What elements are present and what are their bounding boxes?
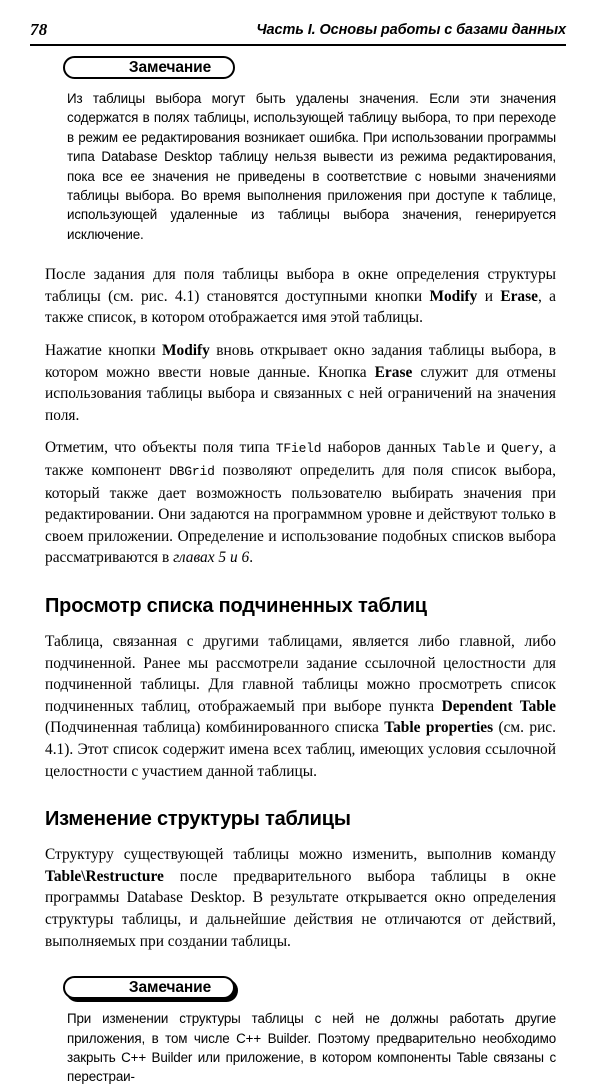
p3-text-e: позволяют определить для поля список выбора, который также дает возможность пользователю выбирать значения при редактировании. Они задаются на программном уровне и действуют только в своем приложении. Определение и использование подобных списков выбора рассматриваются в	[45, 462, 556, 567]
note-title-bottom: Замечание	[128, 979, 212, 997]
p3-text-d: , а также компонент	[45, 439, 556, 479]
note-box-top	[45, 56, 556, 244]
p1-term-modify: Modify	[429, 287, 478, 305]
page-content	[45, 56, 556, 1087]
note-bottom-code-table: Table	[456, 1049, 488, 1065]
p4-term-table-properties: Table properties	[384, 719, 494, 737]
paragraph-4	[45, 631, 556, 782]
note-title-top: Замечание	[128, 59, 212, 76]
paragraph-1	[45, 264, 556, 329]
p1-text-a: После задания для поля таблицы выбора в окне определения структуры таблицы (см. рис. 4.1) становятся доступными кнопки	[45, 266, 556, 305]
note-bottom-text-a: При изменении структуры таблицы с ней не должны работать другие приложения, в том числе C++ Builder. Поэтому предварительно необходимо закрыть C++ Builder или приложение, в котором компоненты	[67, 1011, 556, 1065]
p1-term-erase: Erase	[500, 287, 538, 305]
p3-text-f: .	[249, 549, 254, 567]
p4-text-a: Таблица, связанная с другими таблицами, является либо главной, либо подчиненной. Ранее мы рассмотрели задание ссылочной целостности для подчиненной таблицы. Для главной таблицы можно просмотреть список подчиненных таблиц, отображаемый при выборе пункта	[45, 632, 556, 715]
p3-code-dbgrid: DBGrid	[169, 464, 215, 479]
paragraph-3	[45, 437, 556, 569]
p3-code-tfield: TField	[275, 441, 322, 457]
p2-text-c: вновь открывает окно задания таблицы выбора, в котором можно ввести новые данные. Кнопка	[45, 342, 556, 381]
note-pill-wrapper-bottom	[63, 976, 556, 1002]
note-pill-wrapper	[63, 56, 556, 82]
p1-text-d: , а также список, в котором отображается имя этой таблицы.	[45, 287, 557, 327]
p4-term-dependent-table: Dependent Table	[441, 697, 556, 715]
p2-term-erase: Erase	[374, 363, 413, 381]
note-body-bottom	[67, 1009, 556, 1087]
note-body-top: Из таблицы выбора могут быть удалены значения. Если эти значения содержатся в полях таблицы, использующей таблицу выбора, то при переходе в режим ее редактирования возникает ошибка. При использовании программы типа Database Desktop таблицу нельзя вывести из режима редактирования, пока все ее значения не приведены в соответствие с новыми значениями таблицы выбора. Во время выполнения приложения при доступе к таблице, использующей удаленные из таблицы выбора значения, генерируется исключение.	[67, 91, 556, 242]
p4-text-c: (Подчиненная таблица) комбинированного списка	[45, 719, 385, 737]
p5-text-a: Структуру существующей таблицы можно изменить, выполнив команду	[45, 846, 556, 864]
p3-text-a: Отметим, что объекты поля типа	[45, 439, 276, 457]
p3-code-query: Query	[501, 441, 540, 457]
note-box-bottom	[45, 976, 556, 1087]
running-head	[30, 20, 566, 48]
section-heading-1: Просмотр списка подчиненных таблиц	[45, 594, 427, 617]
p4-text-d: (см. рис. 4.1). Этот список содержит имена всех таблиц, имеющих условия ссылочной целостности с участием данной таблицы.	[45, 719, 556, 780]
p3-code-table: Table	[442, 441, 481, 457]
p1-text-c: и	[477, 287, 501, 305]
p5-text-c: после предварительного выбора таблицы в окне программы Database Desktop. В результате открывается окно определения структуры таблицы, и дальнейшие действия не отличаются от действий, выполняемых при создании таблицы.	[45, 867, 556, 950]
page-number: 78	[30, 20, 48, 39]
section-heading-2: Изменение структуры таблицы	[45, 808, 351, 831]
p2-text-a: Нажатие кнопки	[45, 342, 162, 360]
p5-term-table-restructure: Table\Restructure	[45, 867, 164, 885]
paragraph-5	[45, 844, 556, 952]
p2-text-d: служит для отмены использования таблицы выбора и связанных с ней ограничений на значения поля.	[45, 363, 556, 424]
note-bottom-text-b: связаны с перестраи-	[67, 1049, 556, 1085]
p3-text-c: и	[480, 439, 502, 457]
p2-term-modify: Modify	[161, 342, 210, 360]
running-head-title: Часть I. Основы работы с базами данных	[256, 22, 566, 38]
paragraph-2	[45, 340, 556, 426]
p3-ref-chapters: главах 5 и 6	[173, 549, 250, 567]
p3-text-b: наборов данных	[321, 439, 443, 457]
header-rule	[30, 44, 566, 46]
